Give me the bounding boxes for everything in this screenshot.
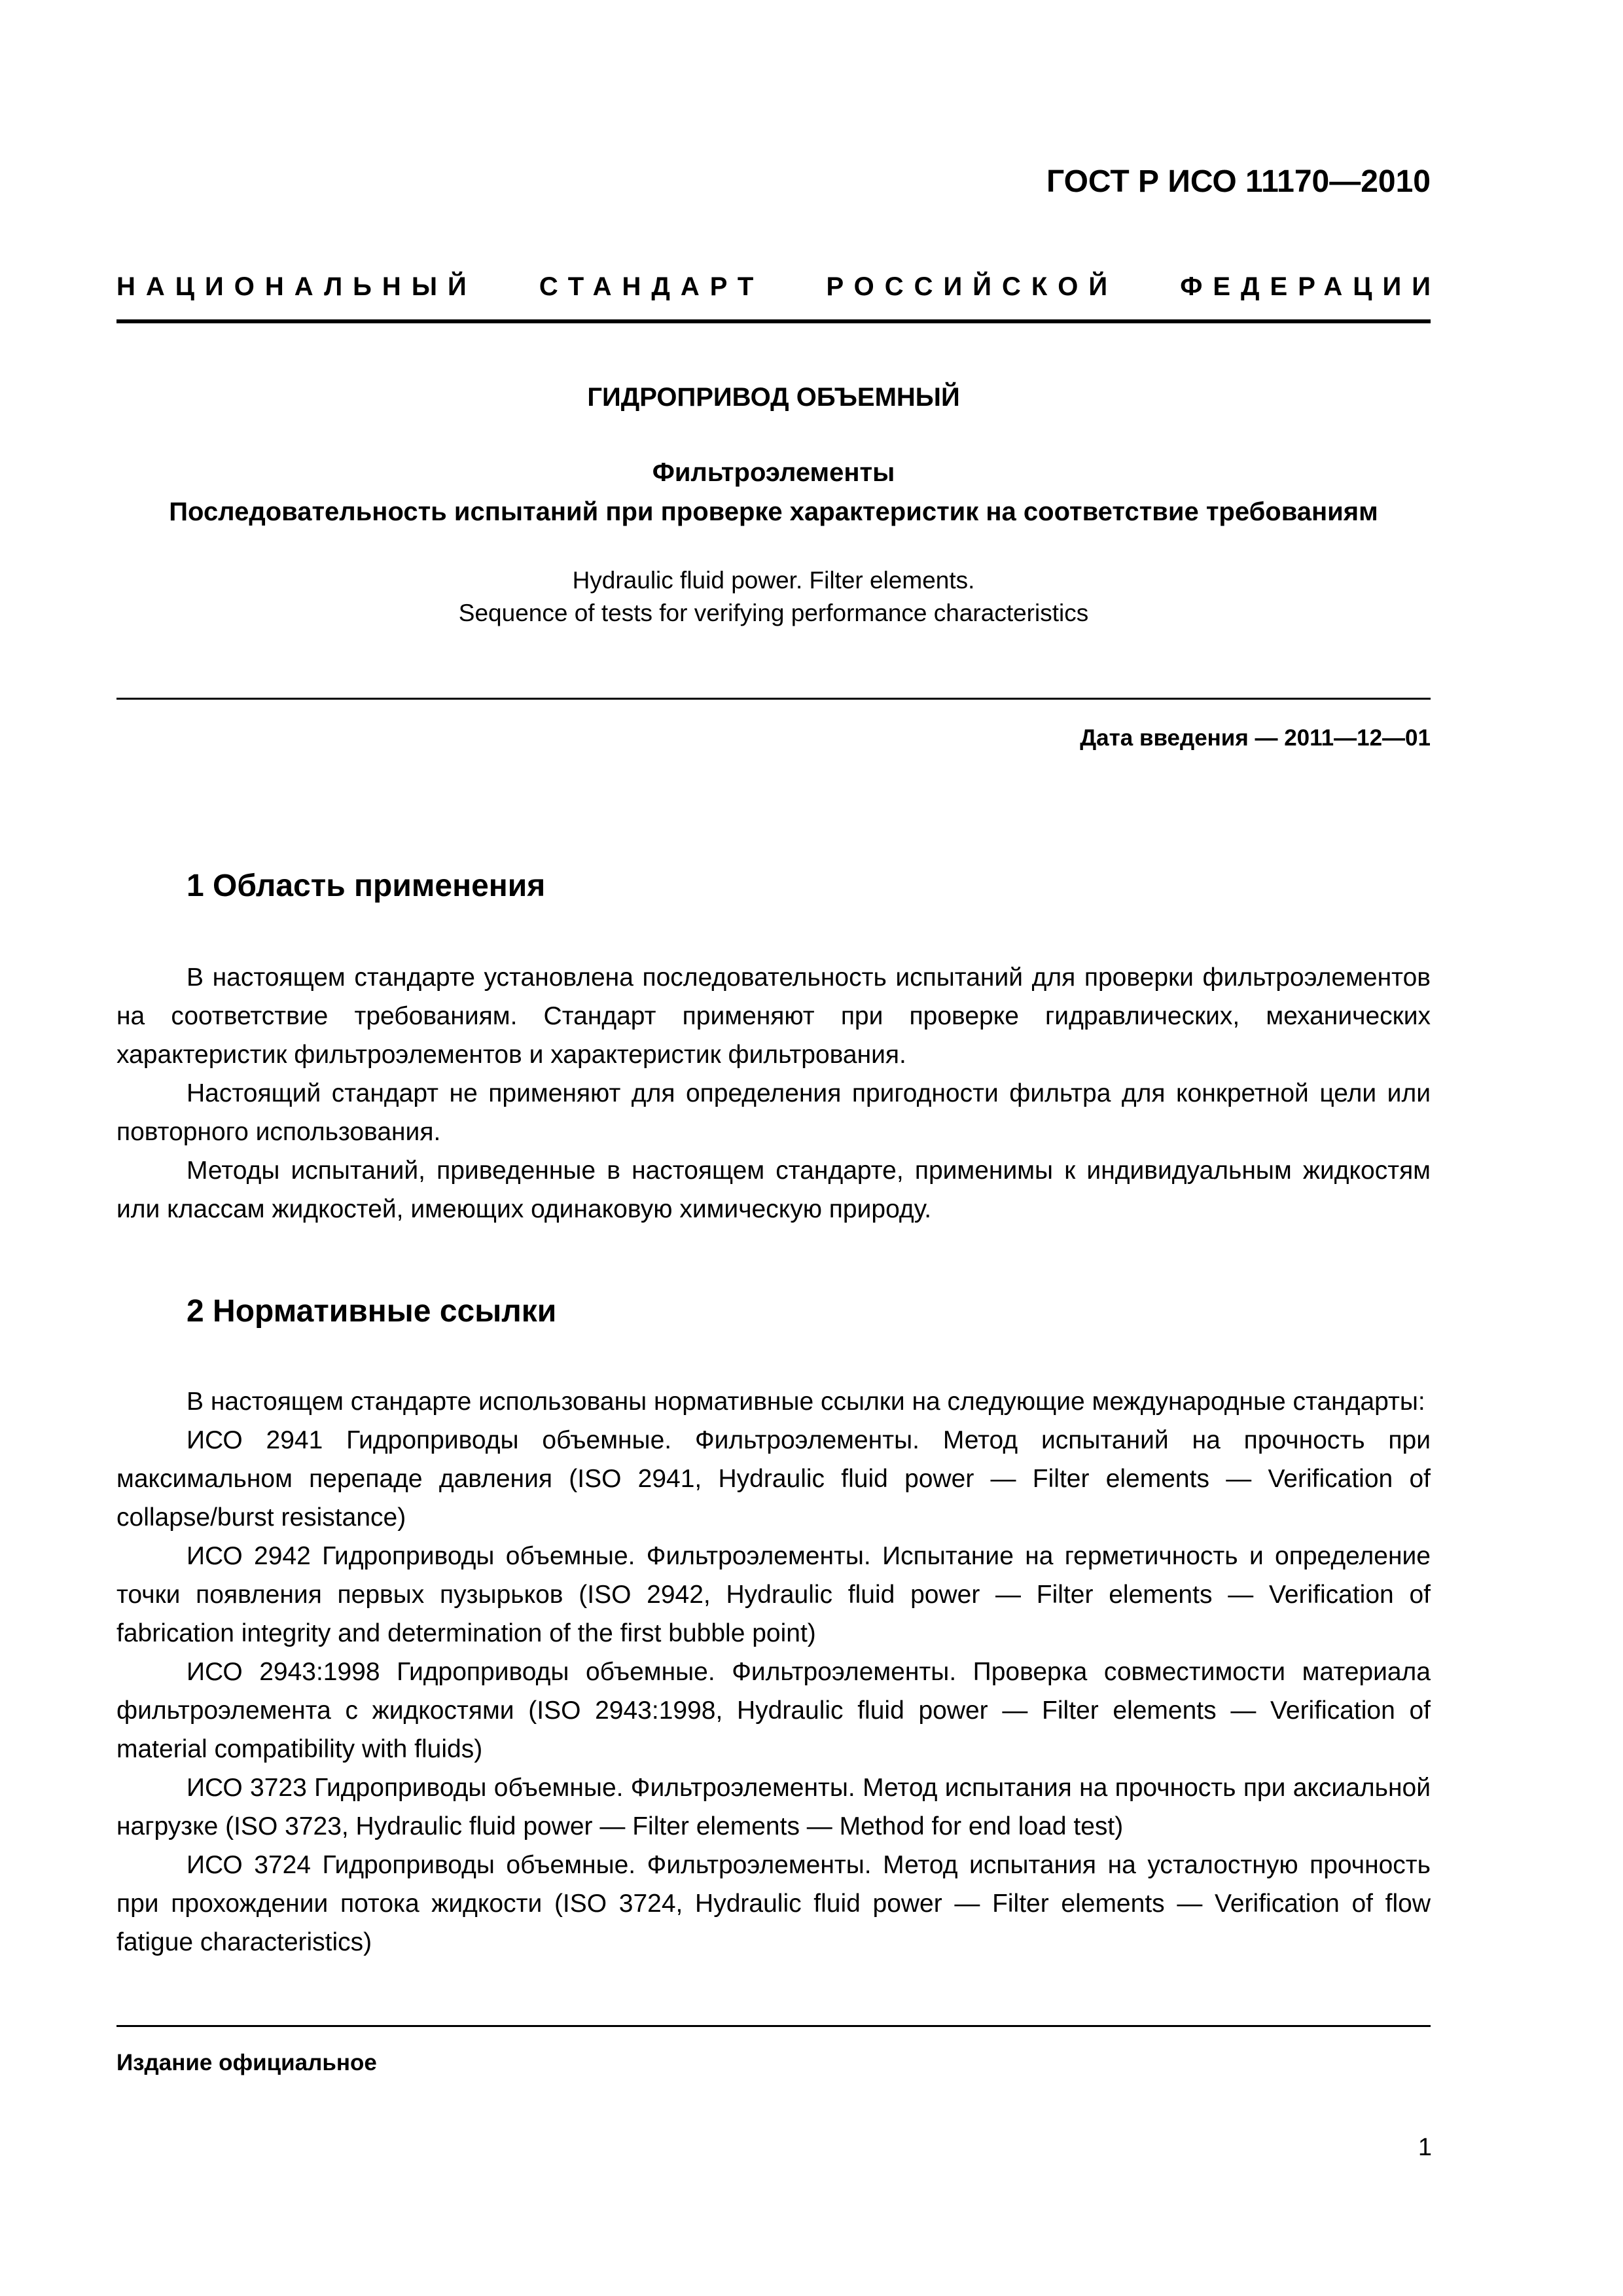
banner-word: РОССИЙСКОЙ xyxy=(826,272,1118,301)
page-number: 1 xyxy=(1418,2134,1432,2161)
banner-word: СТАНДАРТ xyxy=(539,272,764,301)
english-title: Hydraulic fluid power. Filter elements. xyxy=(572,567,975,594)
section-body xyxy=(116,1382,1431,1962)
document-number: ГОСТ Р ИСО 11170—2010 xyxy=(1046,164,1431,199)
introduction-date: Дата введения — 2011—12—01 xyxy=(1080,725,1431,751)
section-heading: 2 Нормативные ссылки xyxy=(187,1294,557,1329)
document-title: ГИДРОПРИВОД ОБЪЕМНЫЙ xyxy=(587,383,960,412)
reference-item: ИСО 2941 Гидроприводы объемные. Фильтроэлементы. Метод испытаний на прочность при максимальном перепаде давления (ISO 2941, Hydraulic fluid power — Filter elements — Verification of collapse/burst resistance) xyxy=(116,1426,1431,1532)
banner-word: ФЕДЕРАЦИИ xyxy=(1180,272,1441,301)
reference-item: ИСО 3724 Гидроприводы объемные. Фильтроэлементы. Метод испытания на усталостную прочность при прохождении потока жидкости (ISO 3724, Hydraulic fluid power — Filter elements — Verification of flow fatigue characteristics) xyxy=(116,1851,1431,1956)
banner-word: НАЦИОНАЛЬНЫЙ xyxy=(116,272,477,301)
reference-item: ИСО 2942 Гидроприводы объемные. Фильтроэлементы. Испытание на герметичность и определение точки появления первых пузырьков (ISO 2942, Hydraulic fluid power — Filter elements — Verification of fabrication integrity and determination of the first bubble point) xyxy=(116,1542,1431,1647)
section-heading: 1 Область применения xyxy=(187,869,546,903)
edition-label: Издание официальное xyxy=(116,2050,377,2075)
header-divider xyxy=(116,319,1431,323)
section-body xyxy=(116,958,1431,1229)
reference-item: ИСО 2943:1998 Гидроприводы объемные. Фильтроэлементы. Проверка совместимости материала фильтроэлемента с жидкостями (ISO 2943:1998, Hydraulic fluid power — Filter elements — Verification of material compatibility with fluids) xyxy=(116,1658,1431,1763)
document-subtitle: Фильтроэлементы xyxy=(652,458,895,487)
paragraph: В настоящем стандарте установлена последовательность испытаний для проверки фильтроэлементов на соответствие требованиям. Стандарт применяют при проверке гидравлических, механических характеристик фильтроэлементов и характеристик фильтрования. xyxy=(116,963,1431,1069)
reference-item: ИСО 3723 Гидроприводы объемные. Фильтроэлементы. Метод испытания на прочность при аксиальной нагрузке (ISO 3723, Hydraulic fluid power — Filter elements — Method for end load test) xyxy=(116,1774,1431,1840)
paragraph: Настоящий стандарт не применяют для определения пригодности фильтра для конкретной цели или повторного использования. xyxy=(116,1079,1431,1146)
national-standard-banner xyxy=(116,267,1441,306)
paragraph: В настоящем стандарте использованы нормативные ссылки на следующие международные стандарты: xyxy=(187,1388,1425,1416)
document-subtitle: Последовательность испытаний при проверке характеристик на соответствие требованиям xyxy=(169,497,1378,526)
footer-divider xyxy=(116,2025,1431,2027)
paragraph: Методы испытаний, приведенные в настоящем стандарте, применимы к индивидуальным жидкостям или классам жидкостей, имеющих одинаковую химическую природу. xyxy=(116,1157,1431,1223)
title-divider xyxy=(116,698,1431,700)
english-title: Sequence of tests for verifying performance characteristics xyxy=(458,600,1089,626)
